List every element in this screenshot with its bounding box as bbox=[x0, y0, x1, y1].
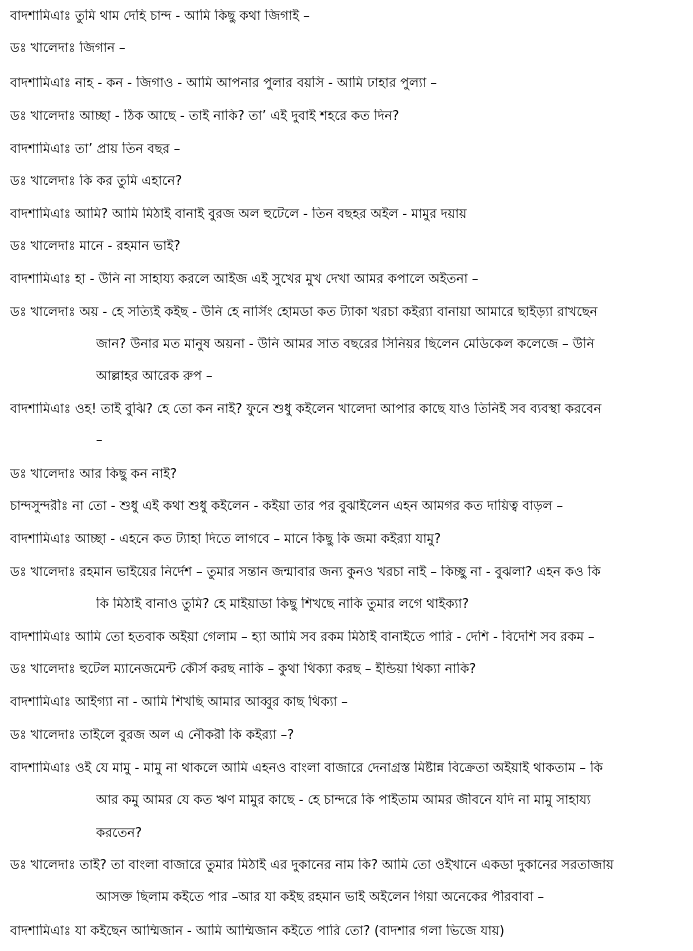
dialogue-line: বাদশামিএাঃ ওই যে মামু - মামু না থাকলে আমি এহনও বাংলা বাজারে দেনাগ্রস্ত মিষ্টান্ন বিক্রেতা অইয়াই থাকতাম – কি bbox=[10, 761, 603, 776]
dialogue-continuation: – bbox=[96, 433, 103, 448]
dialogue-line: বাদশামিএাঃ নাহ - কন - জিগাও - আমি আপনার পুলার বয়সি - আমি ঢাহার পুল্যা – bbox=[10, 76, 437, 91]
dialogue-line: চান্দসুন্দরীঃ না তো - শুধু এই কথা শুধু কইলেন - কইয়া তার পর বুঝাইলেন এহন আমগর কত দায়িত্ব বাড়ল – bbox=[10, 499, 563, 514]
dialogue-line: ডঃ খালেদাঃ তাই? তা বাংলা বাজারে তুমার মিঠাই এর দুকানের নাম কি? আমি তো ওইখানে একডা দুকানের সরতাজায় bbox=[10, 858, 614, 873]
dialogue-line: ডঃ খালেদাঃ মানে - রহমান ভাই? bbox=[10, 239, 181, 254]
dialogue-line: ডঃ খালেদাঃ তাইলে বুরজ অল এ নৌকরী কি কইর‍্যা –? bbox=[10, 728, 294, 743]
dialogue-line: ডঃ খালেদাঃ জিগান – bbox=[10, 41, 126, 56]
dialogue-line: বাদশামিএাঃ আমি তো হতবাক অইয়া গেলাম – হ্যা আমি সব রকম মিঠাই বানাইতে পারি - দেশি - বিদেশি সব রকম – bbox=[10, 630, 595, 645]
dialogue-line: ডঃ খালেদাঃ আর কিছু কন নাই? bbox=[10, 467, 177, 482]
dialogue-line: বাদশামিএাঃ যা কইছেন আম্মিজান - আমি আম্মিজান কইতে পারি তো? (বাদশার গলা ভিজে যায়) bbox=[10, 924, 505, 939]
dialogue-line: বাদশামিএাঃ ওহ! তাই বুঝি? হে তো কন নাই? ফুনে শুধু কইলেন খালেদা আপার কাছে যাও তিনিই সব ব্যবস্থা করবেন bbox=[10, 402, 602, 417]
dialogue-line: বাদশামিএাঃ আইগ্যা না - আমি শিখছি আমার আব্বুর কাছ থিক্যা – bbox=[10, 695, 348, 710]
dialogue-line: ডঃ খালেদাঃ আচ্ছা - ঠিক আছে - তাই নাকি? তা’ এই দুবাই শহরে কত দিন? bbox=[10, 109, 400, 124]
dialogue-line: ডঃ খালেদাঃ কি কর তুমি এহানে? bbox=[10, 174, 183, 189]
dialogue-continuation: জান? উনার মত মানুষ অয়না - উনি আমর সাত বছরের সিনিয়র ছিলেন মেডিকেল কলেজে – উনি bbox=[96, 337, 595, 352]
dialogue-continuation: আর কমু আমর যে কত ঋণ মামুর কাছে - হে চান্দরে কি পাইতাম আমর জীবনে যদি না মামু সাহায্য bbox=[96, 793, 591, 808]
dialogue-continuation: আসক্ত ছিলাম কইতে পার –আর যা কইছ রহমান ভাই অইলেন গিয়া অনেকের পীরবাবা – bbox=[96, 890, 544, 905]
dialogue-line: ডঃ খালেদাঃ রহমান ভাইয়ের নির্দেশ – তুমার সন্তান জন্মাবার জন্য কুনও খরচা নাই – কিচ্ছু না - বুঝলা? এহন কও কি bbox=[10, 565, 601, 580]
dialogue-line: বাদশামিএাঃ তা’ প্রায় তিন বছর – bbox=[10, 142, 181, 157]
dialogue-line: ডঃ খালেদাঃ হুটেল ম্যানেজমেন্ট কৌর্স করছ নাকি – কুথা থিক্যা করছ – ইন্ডিয়া থিক্যা নাকি? bbox=[10, 662, 477, 677]
dialogue-line: বাদশামিএাঃ তুমি থাম দেহি চান্দ - আমি কিছু কথা জিগাই – bbox=[10, 9, 310, 24]
dialogue-line: বাদশামিএাঃ আচ্ছা - এহনে কত ট্যাহা দিতে লাগবে – মানে কিছু কি জমা কইর‍্যা যামু? bbox=[10, 532, 441, 547]
dialogue-continuation: কি মিঠাই বানাও তুমি? হে মাইয়াডা কিছু শিখছে নাকি তুমার লগে থাইক্যা? bbox=[96, 597, 469, 612]
dialogue-continuation: করতেন? bbox=[96, 826, 142, 841]
dialogue-line: ডঃ খালেদাঃ অয় - হে সত্যিই কইছ - উনি হে নার্সিং হোমডা কত ট্যাকা খরচা কইর‍্যা বানায়া আমারে ছাইড়্যা রাখছেন bbox=[10, 305, 598, 320]
dialogue-continuation: আল্লাহর আরেক রুপ – bbox=[96, 369, 213, 384]
dialogue-line: বাদশামিএাঃ আমি? আমি মিঠাই বানাই বুরজ অল হুটেলে - তিন বছহর অইল - মামুর দয়ায় bbox=[10, 207, 467, 222]
dialogue-line: বাদশামিএাঃ হা - উনি না সাহায্য করলে আইজ এই সুখের মুখ দেখা আমর কপালে অইতনা – bbox=[10, 272, 479, 287]
